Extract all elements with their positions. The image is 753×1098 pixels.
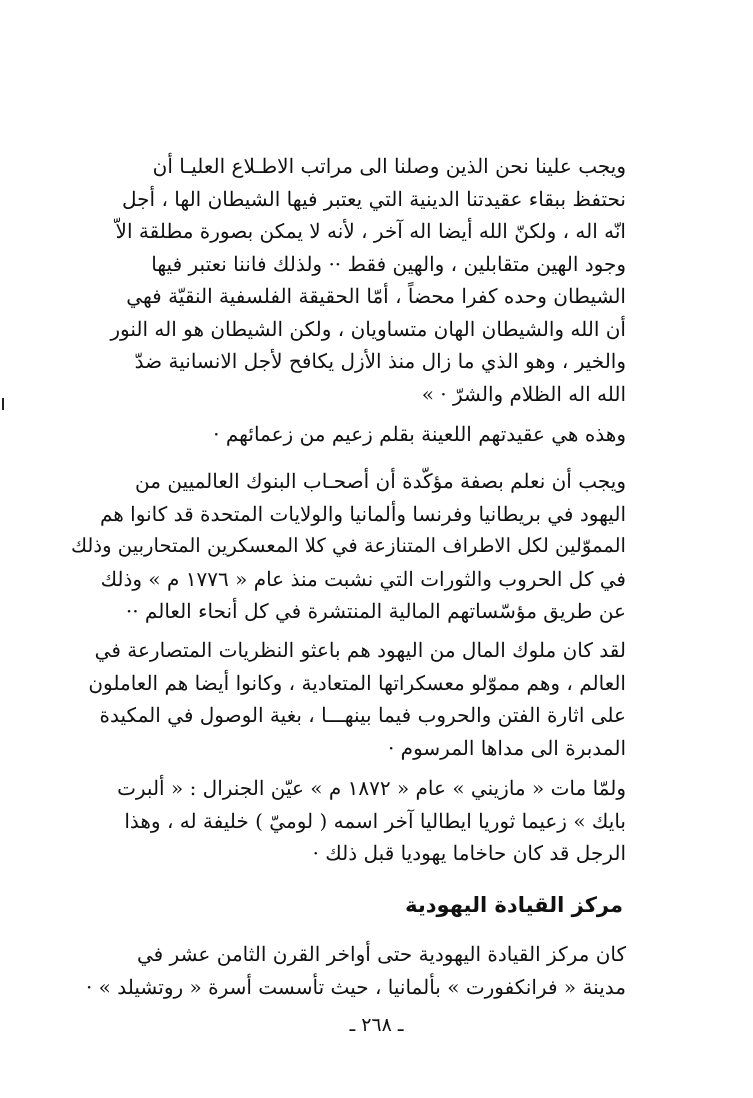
text-line: والخير ، وهو الذي ما زال منذ الأزل يكافح لأجل الانسانية ضدّ bbox=[134, 349, 626, 373]
paragraph-2 bbox=[68, 418, 626, 451]
paragraph-5 bbox=[68, 772, 626, 870]
text-line: العالم ، وهم مموّلو معسكراتها المتعادية ، وكانوا أيضا هم العاملون bbox=[88, 670, 626, 695]
paragraph-4 bbox=[68, 634, 626, 764]
text-line: نحتفظ ببقاء عقيدتنا الدينية التي يعتبر فيها الشيطان الها ، أجل bbox=[122, 186, 626, 211]
text-line: بايك » زعيما ثوريا ايطاليا آخر اسمه ( لوميّ ) خليفة له ، وهذا bbox=[124, 808, 626, 833]
text-line: انّه اله ، ولكنّ الله أيضا اله آخر ، لأنه لا يمكن بصورة مطلقة الاّ bbox=[115, 219, 626, 243]
paragraph-1 bbox=[68, 150, 626, 410]
scan-edge-mark bbox=[2, 398, 4, 410]
paragraph-3 bbox=[68, 465, 626, 628]
text-line: الله اله الظلام والشرّ · » bbox=[421, 381, 626, 406]
text-line: ولمّا مات « مازيني » عام « ١٨٧٢ م » عيّن الجنرال : « ألبرت bbox=[117, 776, 626, 800]
text-line: اليهود في بريطانيا وفرنسا وألمانيا والولايات المتحدة قد كانوا هم bbox=[99, 501, 626, 526]
paragraph-6 bbox=[68, 938, 626, 1003]
text-line: وجود الهين متقابلين ، والهين فقط ·· ولذلك فاننا نعتبر فيها bbox=[151, 251, 626, 276]
text-line: المدبرة الى مداها المرسوم · bbox=[387, 735, 626, 760]
text-line: وهذه هي عقيدتهم اللعينة بقلم زعيم من زعمائهم · bbox=[213, 422, 626, 446]
text-line: المموّلين لكل الاطراف المتنازعة في كلا المعسكرين المتحاربين وذلك bbox=[70, 534, 626, 557]
text-line: الرجل قد كان حاخاما يهوديا قبل ذلك · bbox=[312, 841, 626, 865]
section-heading: مركز القيادة اليهودية bbox=[405, 893, 623, 917]
text-line: ويجب علينا نحن الذين وصلنا الى مراتب الاطـلاع العليـا أن bbox=[152, 154, 626, 178]
text-line: أن الله والشيطان الهان متساويان ، ولكن الشيطان هو اله النور bbox=[110, 316, 626, 341]
text-line: في كل الحروب والثورات التي نشبت منذ عام « ١٧٧٦ م » وذلك bbox=[100, 566, 626, 591]
text-line: على اثارة الفتن والحروب فيما بينهـــا ، بغية الوصول في المكيدة bbox=[99, 703, 626, 727]
text-line: مدينة « فرانكفورت » بألمانيا ، حيث تأسست أسرة « روتشيلد » · bbox=[85, 974, 626, 999]
page-number: ـ ٢٦٨ ـ bbox=[349, 1014, 404, 1036]
text-line: ويجب أن نعلم بصفة مؤكّدة أن أصحـاب البنوك العالميين من bbox=[135, 469, 626, 493]
text-line: كان مركز القيادة اليهودية حتى أواخر القرن الثامن عشر في bbox=[136, 942, 626, 966]
text-line: عن طريق مؤسّساتهم المالية المنتشرة في كل أنحاء العالم ·· bbox=[125, 599, 626, 623]
text-line: الشيطان وحده كفرا محضاً ، أمّا الحقيقة الفلسفية النقيّة فهي bbox=[126, 284, 626, 308]
text-line: لقد كان ملوك المال من اليهود هم باعثو النظريات المتصارعة في bbox=[94, 638, 626, 662]
